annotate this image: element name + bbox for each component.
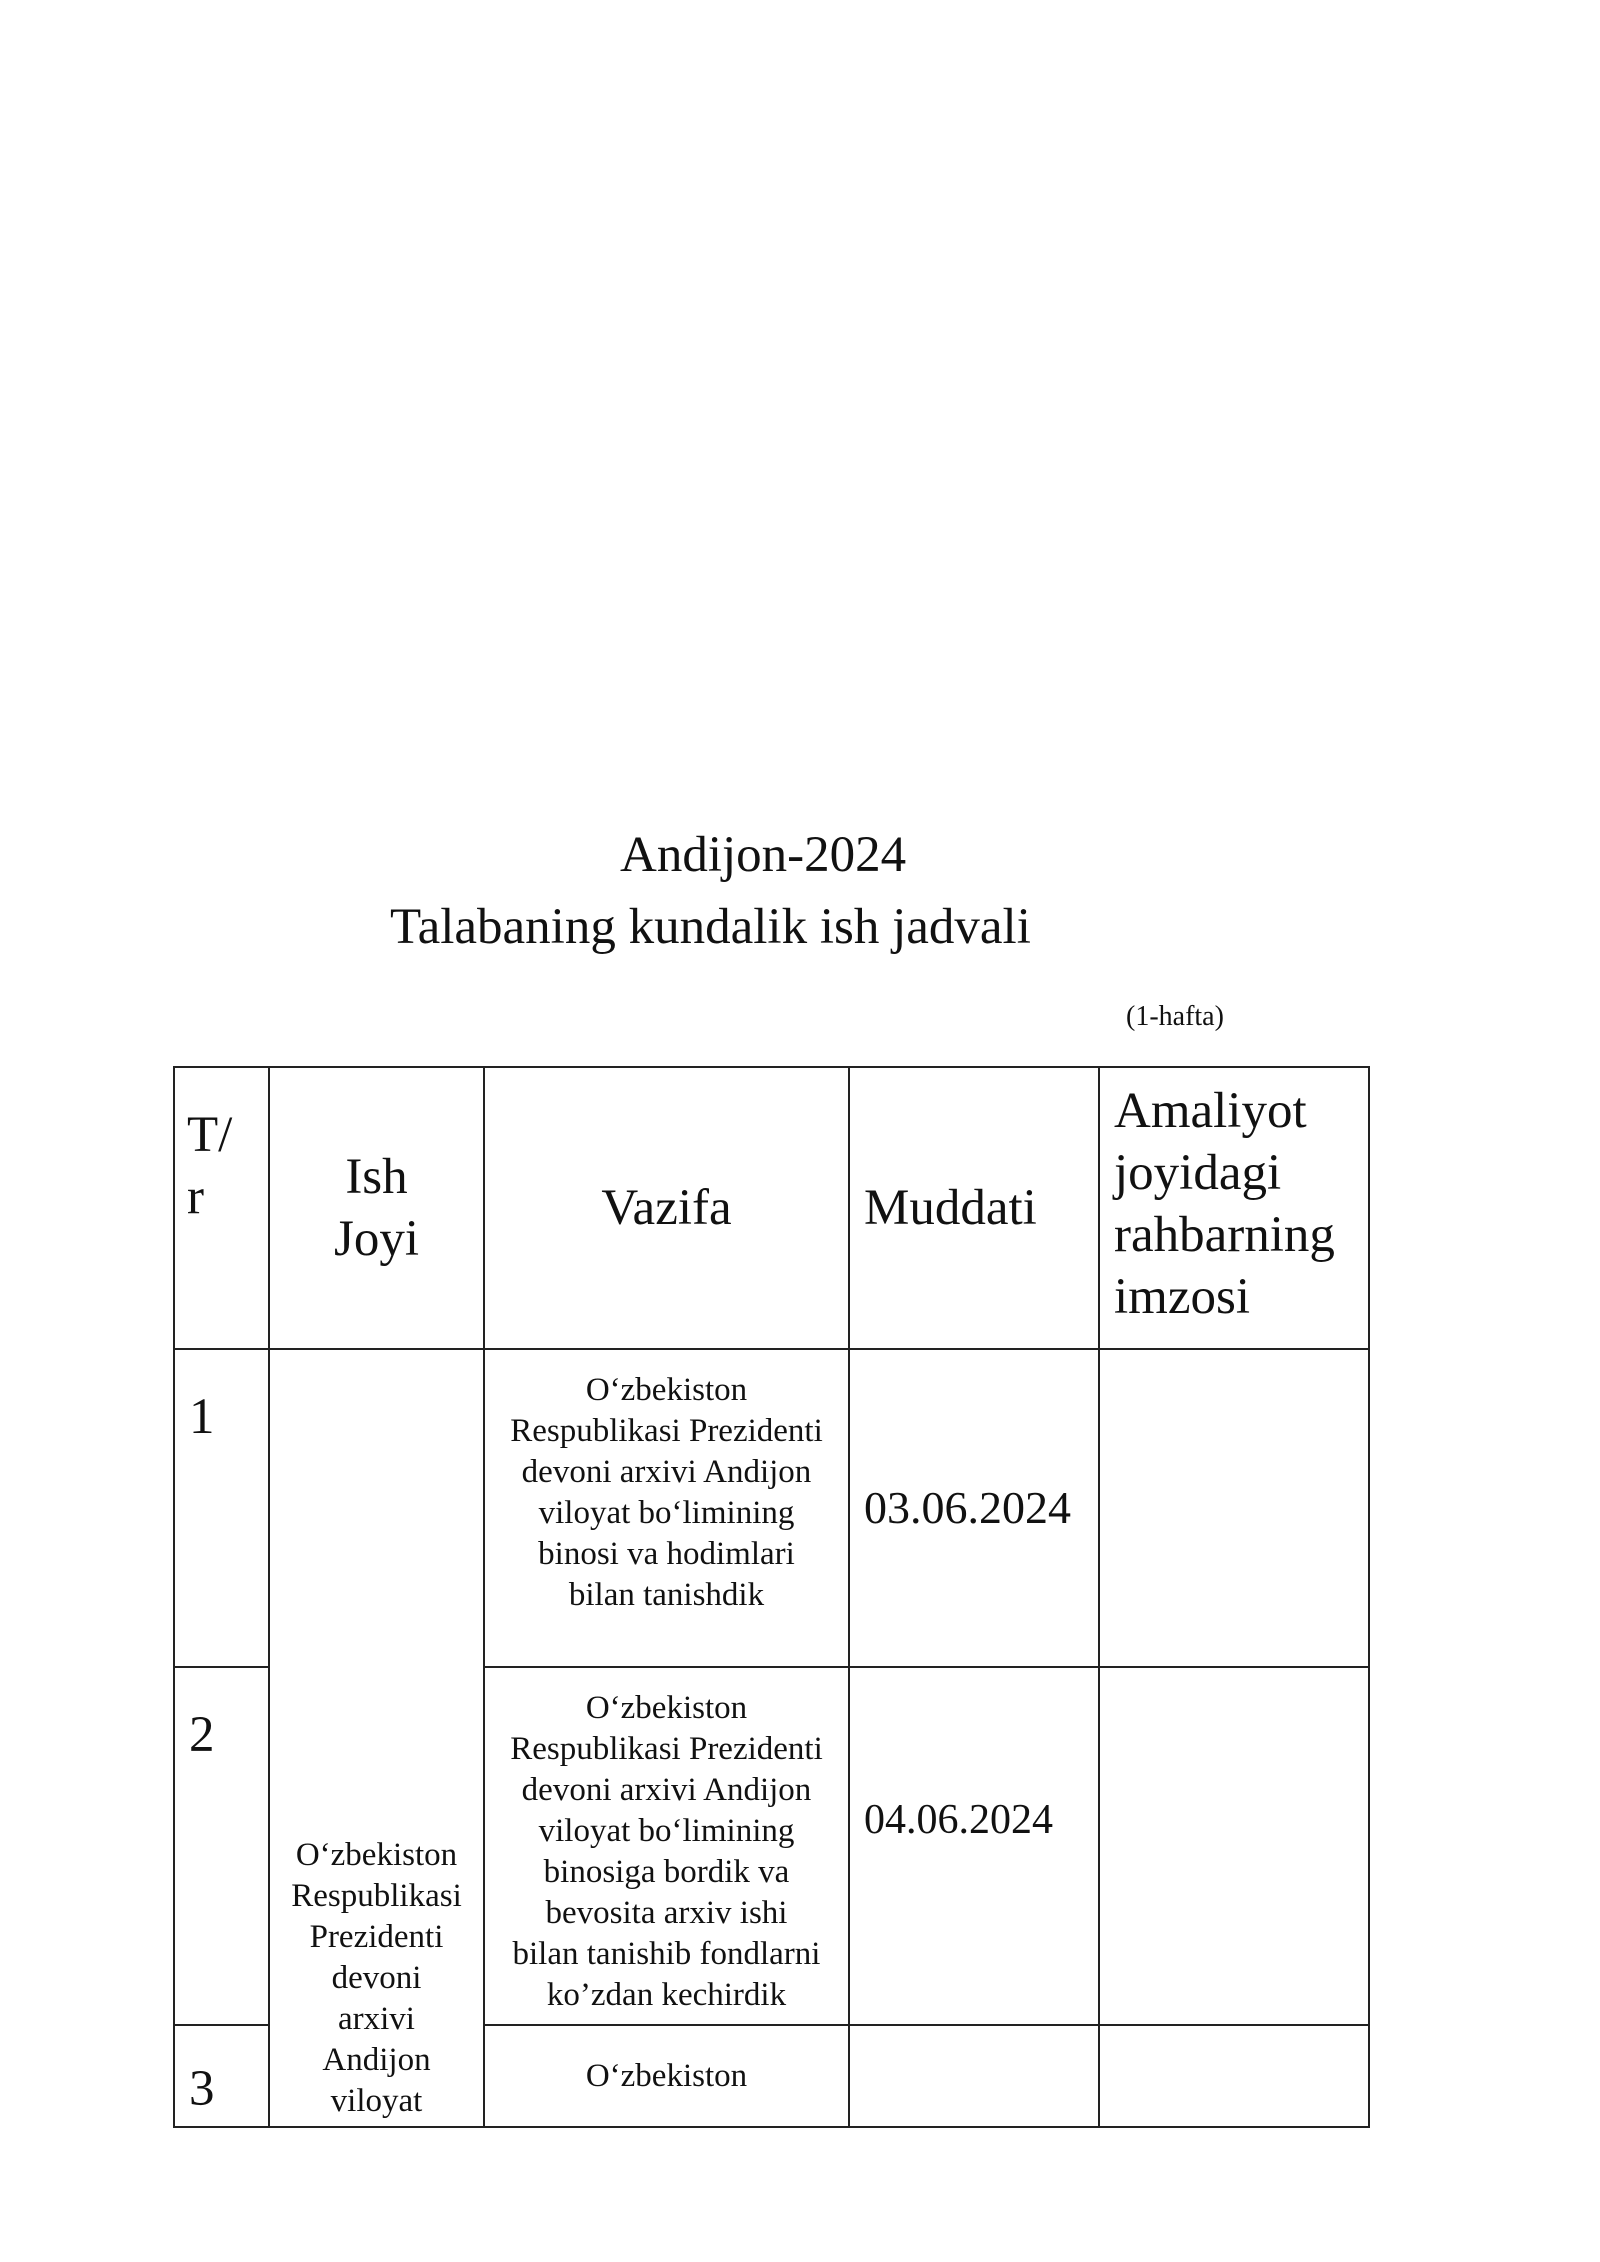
- workplace-cell: O‘zbekiston Respublikasi Prezidenti devoni arxivi Andijon viloyat: [269, 1349, 484, 2127]
- table-row: [174, 1349, 1369, 1667]
- signature-cell: [1099, 1667, 1369, 2025]
- header-task: Vazifa: [484, 1067, 849, 1349]
- task-cell: O‘zbekiston Respublikasi Prezidenti devoni arxivi Andijon viloyat bo‘limining binosiga bordik va bevosita arxiv ishi bilan tanishib fondlarni ko’zdan kechirdik: [484, 1667, 849, 2025]
- task-cell: O‘zbekiston: [484, 2025, 849, 2127]
- deadline-cell: 03.06.2024: [849, 1349, 1099, 1667]
- header-signature: Amaliyot joyidagi rahbarning imzosi: [1099, 1067, 1369, 1349]
- document-title-schedule: Talabaning kundalik ish jadvali: [390, 899, 1031, 955]
- week-label: (1-hafta): [1126, 1001, 1224, 1032]
- row-number: 1: [174, 1349, 269, 1667]
- daily-work-table: [173, 1066, 1370, 2128]
- header-deadline: Muddati: [849, 1067, 1099, 1349]
- deadline-cell: 04.06.2024: [849, 1667, 1099, 2025]
- signature-cell: [1099, 2025, 1369, 2127]
- header-number: T/ r: [174, 1067, 269, 1349]
- table-header-row: [174, 1067, 1369, 1349]
- header-workplace: Ish Joyi: [269, 1067, 484, 1349]
- task-cell: O‘zbekiston Respublikasi Prezidenti devoni arxivi Andijon viloyat bo‘limining binosi va hodimlari bilan tanishdik: [484, 1349, 849, 1667]
- signature-cell: [1099, 1349, 1369, 1667]
- row-number: 3: [174, 2025, 269, 2127]
- row-number: 2: [174, 1667, 269, 2025]
- document-title-city-year: Andijon-2024: [620, 827, 907, 883]
- deadline-cell: [849, 2025, 1099, 2127]
